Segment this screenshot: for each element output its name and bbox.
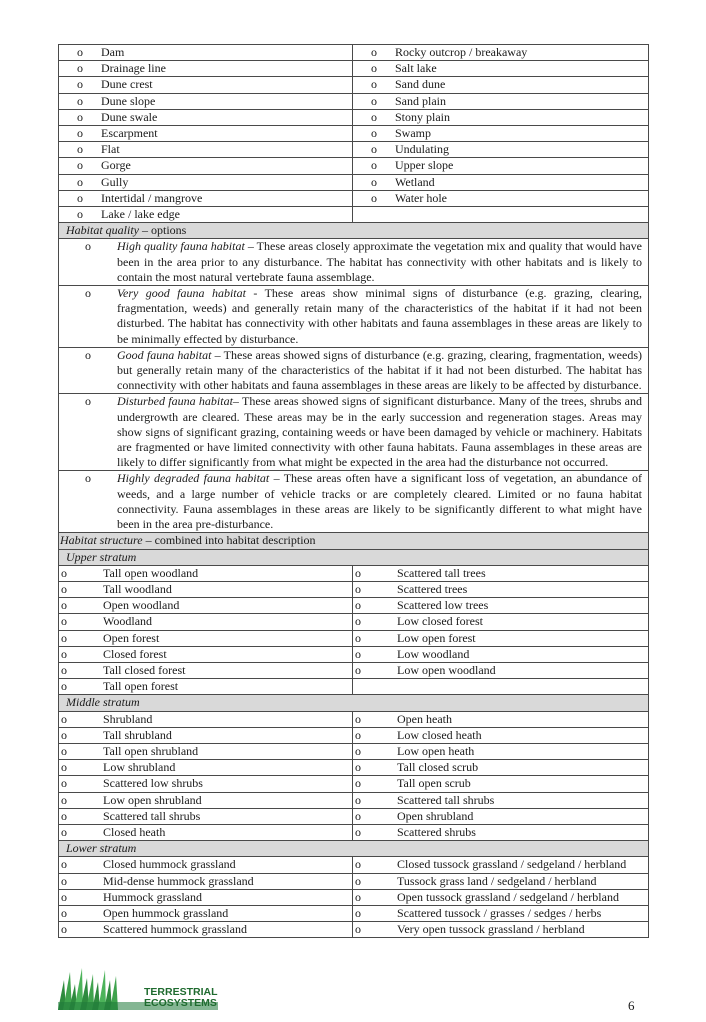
bullet-marker: o bbox=[371, 45, 377, 59]
table-row bbox=[59, 45, 649, 61]
item-label: Scattered low trees bbox=[397, 598, 489, 613]
item-label: Dune swale bbox=[101, 109, 158, 124]
bullet-marker: o bbox=[371, 158, 377, 173]
item-label: Dam bbox=[101, 45, 125, 59]
item-label: Low closed forest bbox=[397, 614, 483, 629]
attributes-table bbox=[58, 44, 649, 938]
list-item bbox=[353, 646, 649, 662]
list-item bbox=[353, 857, 649, 873]
option-separator: – bbox=[232, 394, 242, 409]
table-row bbox=[59, 630, 649, 646]
list-item bbox=[59, 824, 353, 840]
item-label: Tall open shrubland bbox=[103, 743, 199, 758]
item-label: Tall open forest bbox=[103, 679, 179, 694]
document-content bbox=[58, 44, 648, 938]
list-item bbox=[353, 776, 649, 792]
option-description: These areas showed signs of significant disturbance. Many of the trees, shrubs and undergrowth are cleared. These areas may be in the early succession and regeneration stages. Areas may show signs of significant grazing, containing weeds or have been damaged by vehicle or machinery. Habitats are fragmented or have limited connectivity with other fauna habitats. Fauna assemblages in these areas are likely to differ significantly from what might be expected in the area had the disturbance not occurred. bbox=[117, 394, 642, 470]
table-row bbox=[59, 905, 649, 921]
habitat-quality-option bbox=[59, 394, 649, 471]
list-item bbox=[353, 824, 649, 840]
list-item bbox=[353, 905, 649, 921]
list-item bbox=[59, 630, 353, 646]
list-item bbox=[59, 109, 353, 125]
bullet-marker: o bbox=[371, 61, 377, 76]
bullet-marker: o bbox=[355, 711, 361, 726]
option-separator: - bbox=[245, 286, 265, 301]
table-row bbox=[59, 727, 649, 743]
item-label: Scattered low shrubs bbox=[103, 776, 203, 791]
item-label: Open heath bbox=[397, 711, 452, 726]
list-item bbox=[353, 614, 649, 630]
item-label: Scattered tall shrubs bbox=[397, 792, 495, 807]
option-name: Disturbed fauna habitat bbox=[117, 394, 233, 409]
list-item bbox=[59, 679, 353, 695]
option-name: Highly degraded fauna habitat bbox=[117, 471, 270, 486]
bullet-marker: o bbox=[77, 142, 83, 157]
list-item bbox=[59, 905, 353, 921]
bullet-marker: o bbox=[355, 743, 361, 758]
list-item bbox=[353, 45, 649, 61]
item-label: Tall closed scrub bbox=[397, 760, 479, 775]
bullet-marker: o bbox=[355, 792, 361, 807]
list-item bbox=[353, 207, 649, 223]
bullet-marker: o bbox=[61, 760, 67, 775]
bullet-marker: o bbox=[371, 142, 377, 157]
item-label: Tall closed forest bbox=[103, 662, 186, 677]
bullet-marker: o bbox=[355, 662, 361, 677]
bullet-marker: o bbox=[371, 174, 377, 189]
habitat-quality-heading bbox=[59, 223, 649, 239]
table-row bbox=[59, 743, 649, 759]
bullet-marker: o bbox=[355, 646, 361, 661]
list-item bbox=[353, 743, 649, 759]
bullet-marker: o bbox=[355, 905, 361, 920]
list-item bbox=[353, 792, 649, 808]
table-row bbox=[59, 126, 649, 142]
list-item bbox=[59, 190, 353, 206]
table-row bbox=[59, 889, 649, 905]
item-label: Intertidal / mangrove bbox=[101, 190, 203, 205]
bullet-marker: o bbox=[77, 61, 83, 76]
bullet-marker: o bbox=[61, 614, 67, 629]
habitat-quality-option bbox=[59, 347, 649, 394]
bullet-marker: o bbox=[61, 857, 67, 872]
item-label: Low closed heath bbox=[397, 727, 482, 742]
bullet-marker: o bbox=[77, 77, 83, 92]
heading-term: Habitat structure bbox=[60, 533, 143, 548]
bullet-marker: o bbox=[371, 126, 377, 141]
table-row bbox=[59, 93, 649, 109]
list-item bbox=[353, 727, 649, 743]
item-label: Low open heath bbox=[397, 743, 475, 758]
item-label: Gorge bbox=[101, 158, 131, 173]
item-label: Water hole bbox=[395, 190, 448, 205]
bullet-marker: o bbox=[371, 190, 377, 205]
list-item bbox=[59, 857, 353, 873]
logo-line2: ECOSYSTEMS bbox=[144, 997, 217, 1009]
list-item bbox=[59, 581, 353, 597]
habitat-quality-option bbox=[59, 239, 649, 286]
item-label: Hummock grassland bbox=[103, 889, 202, 904]
heading-term: Habitat quality bbox=[66, 223, 139, 238]
bullet-marker: o bbox=[61, 776, 67, 791]
item-label: Tall open scrub bbox=[397, 776, 471, 791]
bullet-marker: o bbox=[355, 824, 361, 839]
list-item bbox=[59, 174, 353, 190]
list-item bbox=[59, 45, 353, 61]
item-label: Swamp bbox=[395, 126, 431, 141]
item-label: Scattered tall shrubs bbox=[103, 808, 201, 823]
item-label: Scattered hummock grassland bbox=[103, 922, 247, 937]
list-item bbox=[59, 727, 353, 743]
table-row bbox=[59, 207, 649, 223]
item-label: Wetland bbox=[395, 174, 435, 189]
item-label: Rocky outcrop / breakaway bbox=[395, 45, 528, 59]
list-item bbox=[353, 109, 649, 125]
list-item bbox=[353, 581, 649, 597]
item-label: Dune slope bbox=[101, 93, 156, 108]
item-label: Scattered shrubs bbox=[397, 824, 476, 839]
item-label: Open woodland bbox=[103, 598, 180, 613]
bullet-marker: o bbox=[61, 581, 67, 596]
table-row bbox=[59, 565, 649, 581]
item-label: Closed tussock grassland / sedgeland / herbland bbox=[397, 857, 627, 872]
item-label: Closed forest bbox=[103, 646, 167, 661]
table-row bbox=[59, 662, 649, 678]
list-item bbox=[59, 77, 353, 93]
bullet-marker: o bbox=[85, 394, 91, 409]
list-item bbox=[353, 174, 649, 190]
bullet-marker: o bbox=[61, 792, 67, 807]
logo-line1: TERRESTRIAL bbox=[144, 986, 218, 998]
bullet-marker: o bbox=[61, 630, 67, 645]
bullet-marker: o bbox=[77, 93, 83, 108]
list-item bbox=[59, 922, 353, 938]
list-item bbox=[353, 77, 649, 93]
item-label: Gully bbox=[101, 174, 129, 189]
list-item bbox=[353, 598, 649, 614]
table-row bbox=[59, 614, 649, 630]
option-description: These areas often have a significant loss of vegetation, an abundance of weeds, and a large number of vehicle tracks or are completely cleared. Limited or no fauna habitat connectivity. Fauna assemblages in these areas are likely to be significantly different to what might have been in the area pre-disturbance. bbox=[117, 471, 642, 532]
list-item bbox=[59, 662, 353, 678]
bullet-marker: o bbox=[371, 93, 377, 108]
bullet-marker: o bbox=[355, 760, 361, 775]
bullet-marker: o bbox=[355, 614, 361, 629]
table-row bbox=[59, 679, 649, 695]
item-label: Scattered tall trees bbox=[397, 565, 486, 580]
item-label: Shrubland bbox=[103, 711, 153, 726]
option-description: These areas closely approximate the vegetation mix and quality that would have been in the area prior to any disturbance. The habitat has connectivity with other habitats and is likely to contain the most natural vertebrate fauna assemblage. bbox=[117, 239, 642, 284]
option-name: High quality fauna habitat bbox=[117, 239, 245, 254]
list-item bbox=[353, 142, 649, 158]
bullet-marker: o bbox=[61, 922, 67, 937]
option-separator: – bbox=[269, 471, 284, 486]
list-item bbox=[59, 565, 353, 581]
item-label: Stony plain bbox=[395, 109, 451, 124]
list-item bbox=[59, 126, 353, 142]
table-row bbox=[59, 109, 649, 125]
bullet-marker: o bbox=[371, 109, 377, 124]
table-row bbox=[59, 646, 649, 662]
bullet-marker: o bbox=[61, 565, 67, 580]
table-row bbox=[59, 792, 649, 808]
bullet-marker: o bbox=[355, 581, 361, 596]
item-label: Sand dune bbox=[395, 77, 446, 92]
list-item bbox=[59, 792, 353, 808]
table-row bbox=[59, 174, 649, 190]
list-item bbox=[59, 808, 353, 824]
bullet-marker: o bbox=[61, 727, 67, 742]
table-row bbox=[59, 711, 649, 727]
list-item bbox=[353, 922, 649, 938]
item-label: Sand plain bbox=[395, 93, 446, 108]
table-row bbox=[59, 824, 649, 840]
table-row bbox=[59, 77, 649, 93]
habitat-quality-option bbox=[59, 286, 649, 348]
middle-stratum-heading bbox=[59, 695, 649, 711]
table-row bbox=[59, 581, 649, 597]
list-item bbox=[59, 207, 353, 223]
table-row bbox=[59, 598, 649, 614]
list-item bbox=[353, 679, 649, 695]
item-label: Closed heath bbox=[103, 824, 166, 839]
table-row bbox=[59, 776, 649, 792]
bullet-marker: o bbox=[355, 808, 361, 823]
option-separator: – bbox=[211, 347, 224, 362]
habitat-quality-option bbox=[59, 471, 649, 533]
option-description: These areas showed signs of disturbance (e.g. grazing, clearing, fragmentation, weeds) but generally retain many of the characteristics of the habitat if it had not been disturbed. The habitat has connectivity with other habitats and fauna assemblages in these areas are likely to be affected by disturbance. bbox=[117, 347, 642, 393]
bullet-marker: o bbox=[77, 174, 83, 189]
list-item bbox=[59, 743, 353, 759]
list-item bbox=[353, 808, 649, 824]
item-label: Escarpment bbox=[101, 126, 158, 141]
item-label: Open tussock grassland / sedgeland / herbland bbox=[397, 889, 619, 904]
bullet-marker: o bbox=[61, 662, 67, 677]
item-label: Open hummock grassland bbox=[103, 905, 229, 920]
bullet-marker: o bbox=[355, 565, 361, 580]
list-item bbox=[59, 614, 353, 630]
list-item bbox=[59, 873, 353, 889]
bullet-marker: o bbox=[77, 126, 83, 141]
item-label: Low open forest bbox=[397, 630, 476, 645]
item-label: Lake / lake edge bbox=[101, 207, 180, 222]
list-item bbox=[353, 630, 649, 646]
bullet-marker: o bbox=[355, 630, 361, 645]
list-item bbox=[353, 126, 649, 142]
table-row bbox=[59, 873, 649, 889]
bullet-marker: o bbox=[61, 889, 67, 904]
list-item bbox=[59, 598, 353, 614]
bullet-marker: o bbox=[61, 646, 67, 661]
list-item bbox=[59, 760, 353, 776]
item-label: Undulating bbox=[395, 142, 449, 157]
table-row bbox=[59, 158, 649, 174]
option-name: Good fauna habitat bbox=[117, 347, 212, 362]
table-row bbox=[59, 190, 649, 206]
list-item bbox=[353, 662, 649, 678]
item-label: Tall open woodland bbox=[103, 565, 199, 580]
list-item bbox=[353, 93, 649, 109]
bullet-marker: o bbox=[85, 471, 91, 486]
bullet-marker: o bbox=[77, 190, 83, 205]
upper-stratum-heading bbox=[59, 549, 649, 565]
option-separator: – bbox=[244, 239, 257, 254]
list-item bbox=[59, 776, 353, 792]
bullet-marker: o bbox=[77, 158, 83, 173]
habitat-structure-heading bbox=[59, 533, 649, 549]
item-label: Tall woodland bbox=[103, 581, 172, 596]
bullet-marker: o bbox=[355, 776, 361, 791]
option-name: Very good fauna habitat bbox=[117, 286, 246, 301]
lower-stratum-heading bbox=[59, 841, 649, 857]
stratum-label: Lower stratum bbox=[66, 841, 137, 856]
item-label: Mid-dense hummock grassland bbox=[103, 873, 254, 888]
bullet-marker: o bbox=[61, 598, 67, 613]
list-item bbox=[353, 61, 649, 77]
list-item bbox=[59, 142, 353, 158]
item-label: Flat bbox=[101, 142, 120, 157]
bullet-marker: o bbox=[61, 824, 67, 839]
bullet-marker: o bbox=[85, 347, 91, 362]
table-row bbox=[59, 857, 649, 873]
bullet-marker: o bbox=[355, 873, 361, 888]
bullet-marker: o bbox=[61, 743, 67, 758]
bullet-marker: o bbox=[85, 239, 91, 254]
option-description: These areas show minimal signs of disturbance (e.g. grazing, clearing, fragmentation, weeds) and generally retain many of the characteristics of the habitat if it had not been disturbed. The habitat has connectivity with other habitats and fauna assemblages in these areas are likely to be minimally effected by disturbance. bbox=[117, 286, 642, 346]
heading-suffix: – combined into habitat description bbox=[142, 533, 316, 548]
table-row bbox=[59, 760, 649, 776]
item-label: Woodland bbox=[103, 614, 153, 629]
list-item bbox=[59, 93, 353, 109]
bullet-marker: o bbox=[77, 207, 83, 222]
bullet-marker: o bbox=[61, 873, 67, 888]
item-label: Tall shrubland bbox=[103, 727, 172, 742]
list-item bbox=[353, 760, 649, 776]
list-item bbox=[353, 158, 649, 174]
list-item bbox=[353, 873, 649, 889]
bullet-marker: o bbox=[61, 679, 67, 694]
list-item bbox=[353, 889, 649, 905]
item-label: Drainage line bbox=[101, 61, 166, 76]
bullet-marker: o bbox=[61, 905, 67, 920]
item-label: Tussock grass land / sedgeland / herbland bbox=[397, 873, 597, 888]
list-item bbox=[353, 190, 649, 206]
table-row bbox=[59, 808, 649, 824]
list-item bbox=[59, 646, 353, 662]
item-label: Salt lake bbox=[395, 61, 437, 76]
item-label: Open shrubland bbox=[397, 808, 474, 823]
item-label: Upper slope bbox=[395, 158, 454, 173]
table-row bbox=[59, 142, 649, 158]
item-label: Very open tussock grassland / herbland bbox=[397, 922, 585, 937]
page-number: 6 bbox=[628, 998, 635, 1013]
item-label: Dune crest bbox=[101, 77, 153, 92]
item-label: Scattered tussock / grasses / sedges / herbs bbox=[397, 905, 602, 920]
table-row bbox=[59, 61, 649, 77]
bullet-marker: o bbox=[61, 808, 67, 823]
list-item bbox=[59, 158, 353, 174]
bullet-marker: o bbox=[77, 45, 83, 59]
bullet-marker: o bbox=[85, 286, 91, 301]
stratum-label: Upper stratum bbox=[66, 549, 137, 564]
terrestrial-ecosystems-logo bbox=[58, 962, 220, 1012]
item-label: Low shrubland bbox=[103, 760, 176, 775]
item-label: Scattered trees bbox=[397, 581, 468, 596]
item-label: Low open woodland bbox=[397, 662, 496, 677]
heading-suffix: – options bbox=[139, 223, 187, 238]
bullet-marker: o bbox=[355, 889, 361, 904]
bullet-marker: o bbox=[77, 109, 83, 124]
bullet-marker: o bbox=[355, 922, 361, 937]
item-label: Closed hummock grassland bbox=[103, 857, 236, 872]
item-label: Low woodland bbox=[397, 646, 470, 661]
list-item bbox=[59, 61, 353, 77]
list-item bbox=[59, 711, 353, 727]
bullet-marker: o bbox=[61, 711, 67, 726]
table-row bbox=[59, 922, 649, 938]
bullet-marker: o bbox=[355, 857, 361, 872]
item-label: Low open shrubland bbox=[103, 792, 202, 807]
list-item bbox=[59, 889, 353, 905]
item-label: Open forest bbox=[103, 630, 160, 645]
list-item bbox=[353, 565, 649, 581]
list-item bbox=[353, 711, 649, 727]
bullet-marker: o bbox=[355, 727, 361, 742]
stratum-label: Middle stratum bbox=[66, 695, 140, 710]
bullet-marker: o bbox=[355, 598, 361, 613]
bullet-marker: o bbox=[371, 77, 377, 92]
